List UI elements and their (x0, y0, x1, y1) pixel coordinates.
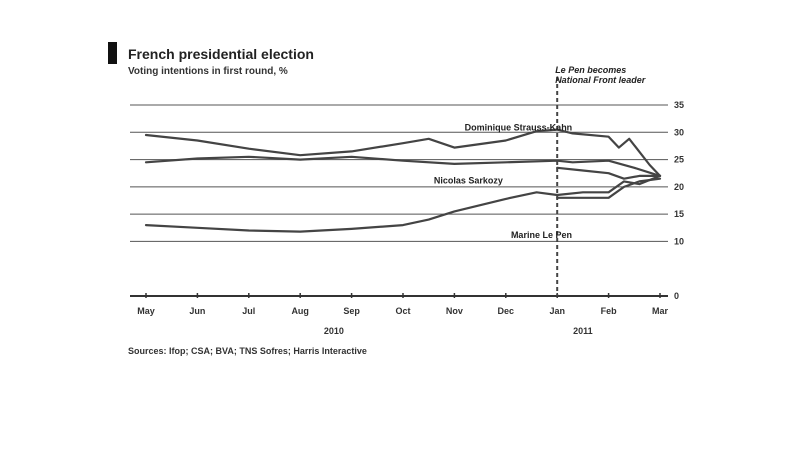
chart-title: French presidential election (128, 46, 314, 62)
year-label-2010: 2010 (323, 326, 344, 336)
y-tick-label-35: 35 (674, 100, 685, 110)
y-tick-label-10: 10 (674, 236, 685, 247)
x-tick-label-jan: Jan (549, 306, 565, 316)
x-tick-label-feb: Feb (600, 306, 617, 316)
x-tick-label-mar: Mar (651, 306, 669, 316)
series-label-marine-le-pen: Marine Le Pen (510, 230, 572, 241)
series-line-marine-le-pen (146, 176, 660, 232)
x-tick-label-oct: Oct (395, 306, 411, 316)
annotation-text-2: National Front leader (555, 75, 646, 85)
year-label-2011: 2011 (573, 326, 593, 336)
chart-source: Sources: Ifop; CSA; BVA; TNS Sofres; Harris Interactive (128, 346, 367, 356)
annotation-text-1: Le Pen becomes (555, 65, 627, 75)
chart-subtitle: Voting intentions in first round, % (128, 66, 288, 77)
series-label-dominique-strauss-kahn: Dominique Strauss-Kahn (464, 122, 573, 133)
y-tick-label-0: 0 (674, 291, 680, 301)
series-line-martine-aubry (557, 168, 660, 179)
y-tick-label-15: 15 (674, 209, 685, 220)
x-tick-label-jul: Jul (242, 306, 256, 316)
y-tick-label-25: 25 (674, 154, 685, 165)
series-label-nicolas-sarkozy: Nicolas Sarkozy (433, 175, 503, 186)
x-tick-label-nov: Nov (445, 306, 463, 316)
x-tick-label-sep: Sep (343, 306, 360, 316)
y-tick-label-20: 20 (674, 181, 685, 192)
x-tick-label-aug: Aug (291, 306, 309, 316)
x-tick-label-jun: Jun (189, 306, 206, 316)
series-line-dominique-strauss-kahn (146, 130, 660, 176)
x-tick-label-dec: Dec (497, 306, 515, 316)
y-tick-label-30: 30 (674, 127, 685, 138)
x-tick-label-may: May (137, 306, 155, 316)
